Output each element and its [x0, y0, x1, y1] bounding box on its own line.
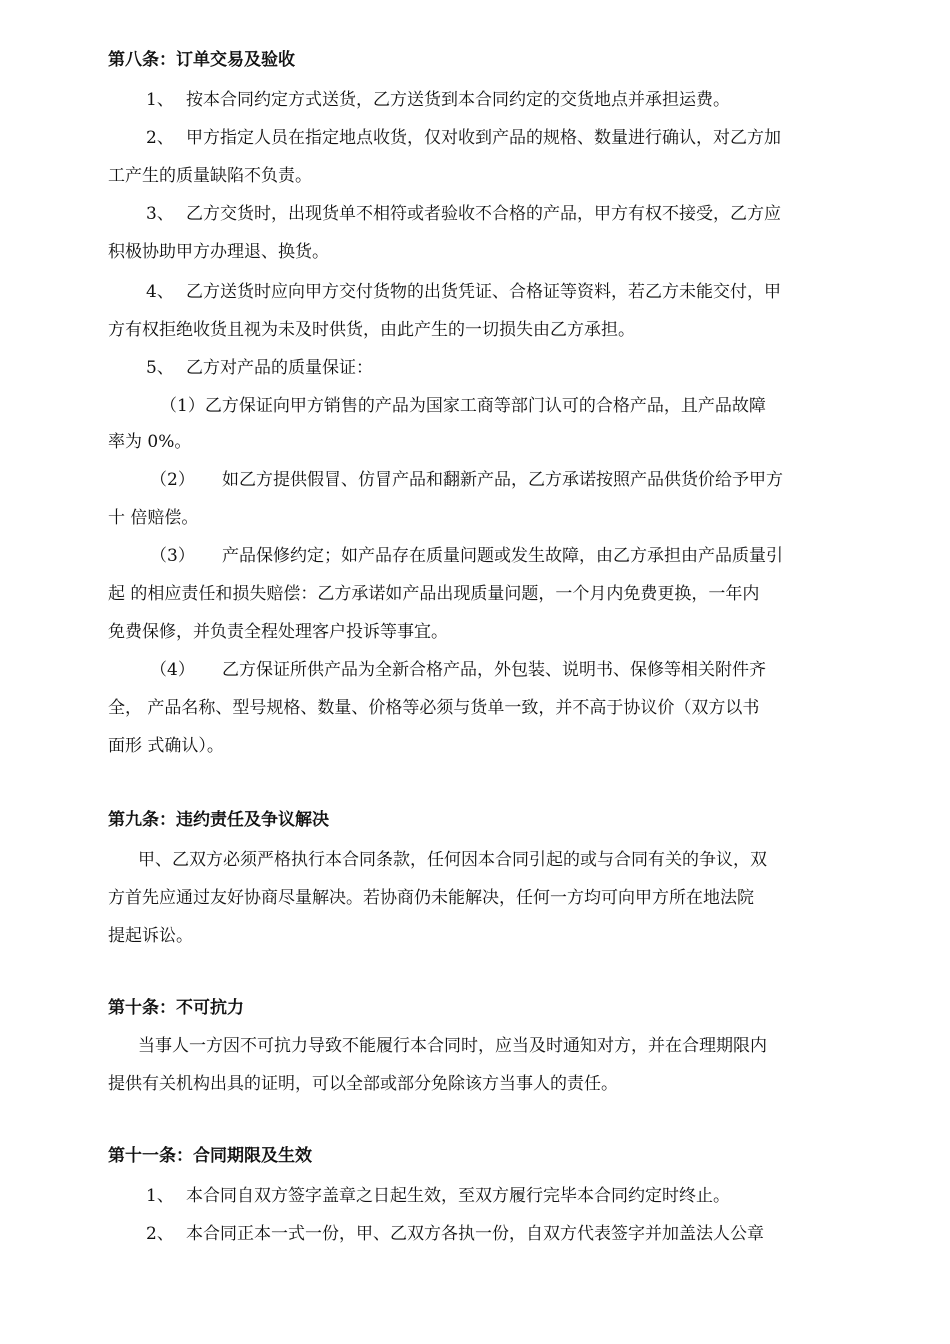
item-4-number: 4、 [146, 282, 174, 302]
sub-item-2-text-line-1: 如乙方提供假冒、仿冒产品和翻新产品，乙方承诺按照产品供货价给予甲方 [222, 470, 783, 490]
article-9-title: 第九条：违约责任及争议解决 [108, 810, 329, 830]
sub-item-4-text-line-3: 面形 式确认）。 [108, 736, 224, 756]
sub-item-2-number: （2） [150, 470, 195, 490]
item-3-number: 3、 [146, 204, 174, 224]
article-11-item-1-number: 1、 [146, 1186, 174, 1206]
sub-item-1-text-line-1: （1）乙方保证向甲方销售的产品为国家工商等部门认可的合格产品，且产品故障 [160, 396, 766, 416]
article-9-text-line-3: 提起诉讼。 [108, 926, 193, 946]
sub-item-4-text-line-1: 乙方保证所供产品为全新合格产品，外包装、说明书、保修等相关附件齐 [222, 660, 766, 680]
item-3-text-line-1: 乙方交货时，出现货单不相符或者验收不合格的产品，甲方有权不接受，乙方应 [186, 204, 781, 224]
item-4-text-line-1: 乙方送货时应向甲方交付货物的出货凭证、合格证等资料，若乙方未能交付，甲 [186, 282, 781, 302]
article-10-title: 第十条：不可抗力 [108, 998, 244, 1018]
article-9-text-line-1: 甲、乙双方必须严格执行本合同条款，任何因本合同引起的或与合同有关的争议，双 [138, 850, 767, 870]
sub-item-1-text-line-2: 率为 0%。 [108, 432, 192, 452]
sub-item-4-number: （4） [150, 660, 195, 680]
article-10-text-line-2: 提供有关机构出具的证明，可以全部或部分免除该方当事人的责任。 [108, 1074, 618, 1094]
article-11-title: 第十一条：合同期限及生效 [108, 1146, 312, 1166]
sub-item-3-text-line-3: 免费保修，并负责全程处理客户投诉等事宜。 [108, 622, 448, 642]
article-8-title: 第八条：订单交易及验收 [108, 50, 295, 70]
item-5-number: 5、 [146, 358, 174, 378]
article-10-text-line-1: 当事人一方因不可抗力导致不能履行本合同时，应当及时通知对方，并在合理期限内 [138, 1036, 767, 1056]
sub-item-3-text-line-2: 起 的相应责任和损失赔偿：乙方承诺如产品出现质量问题，一个月内免费更换，一年内 [108, 584, 760, 604]
item-2-number: 2、 [146, 128, 174, 148]
article-9-text-line-2: 方首先应通过友好协商尽量解决。若协商仍未能解决，任何一方均可向甲方所在地法院 [108, 888, 754, 908]
item-1-number: 1、 [146, 90, 174, 110]
item-5-text: 乙方对产品的质量保证： [186, 358, 373, 378]
item-2-text-line-2: 工产生的质量缺陷不负责。 [108, 166, 312, 186]
article-11-item-2-number: 2、 [146, 1224, 174, 1244]
item-2-text-line-1: 甲方指定人员在指定地点收货，仅对收到产品的规格、数量进行确认，对乙方加 [186, 128, 781, 148]
sub-item-4-text-line-2: 全， 产品名称、型号规格、数量、价格等必须与货单一致，并不高于协议价（双方以书 [108, 698, 760, 718]
item-4-text-line-2: 方有权拒绝收货且视为未及时供货，由此产生的一切损失由乙方承担。 [108, 320, 635, 340]
sub-item-2-text-line-2: 十 倍赔偿。 [108, 508, 199, 528]
sub-item-3-text-line-1: 产品保修约定；如产品存在质量问题或发生故障，由乙方承担由产品质量引 [222, 546, 783, 566]
item-1-text: 按本合同约定方式送货，乙方送货到本合同约定的交货地点并承担运费。 [186, 90, 730, 110]
sub-item-3-number: （3） [150, 546, 195, 566]
item-3-text-line-2: 积极协助甲方办理退、换货。 [108, 242, 329, 262]
article-11-item-2-text: 本合同正本一式一份，甲、乙双方各执一份，自双方代表签字并加盖法人公章 [186, 1224, 764, 1244]
article-11-item-1-text: 本合同自双方签字盖章之日起生效，至双方履行完毕本合同约定时终止。 [186, 1186, 730, 1206]
